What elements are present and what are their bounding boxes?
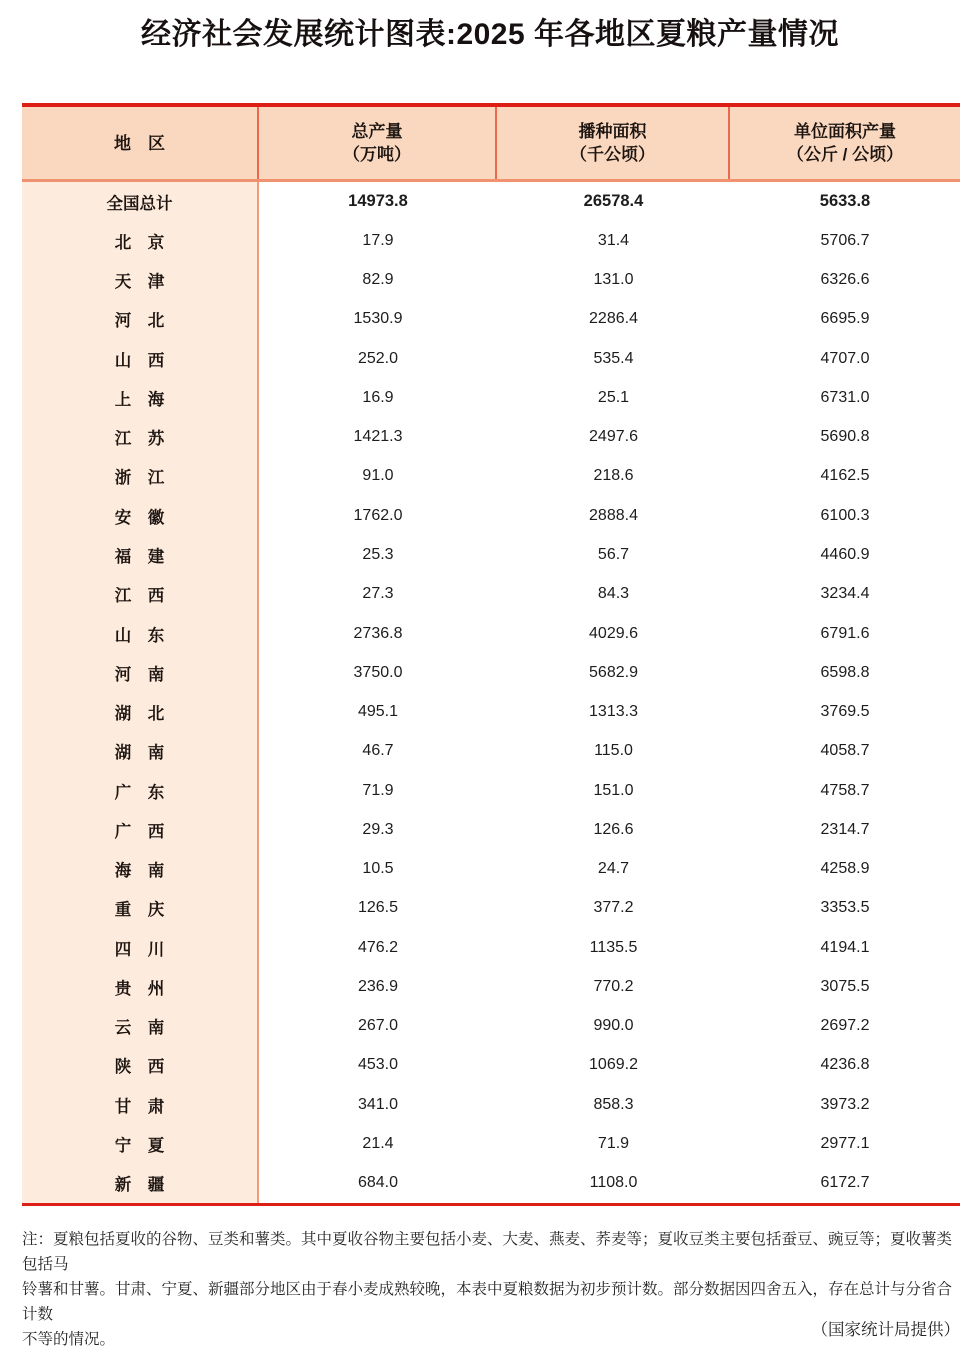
table-row [22,810,960,849]
region-cell: 浙 江 [22,457,259,496]
sown-area-cell: 115.0 [594,742,633,760]
total-output-cell: 17.9 [362,231,394,249]
region-cell: 湖 南 [22,732,259,771]
yield-cell: 6791.6 [820,624,870,642]
sown-area-cell: 84.3 [597,585,630,603]
sown-area-cell: 858.3 [593,1095,634,1113]
total-output-cell: 267.0 [357,1017,399,1035]
column-header-sown-area-label: 播种面积 [578,122,647,141]
sown-area-cell: 1069.2 [589,1056,638,1074]
table-row [22,496,960,535]
sown-area-cell: 1135.5 [589,938,638,956]
region-cell: 广 西 [22,810,259,849]
yield-cell: 2314.7 [820,820,870,838]
total-output-cell: 2736.8 [353,624,403,642]
sown-area-cell: 26578.4 [583,192,644,211]
total-output-cell: 495.1 [357,703,399,721]
total-output-cell: 91.0 [362,467,394,485]
yield-cell: 6326.6 [820,271,870,289]
summer-grain-table [22,103,960,1206]
total-output-cell: 82.9 [362,271,394,289]
sown-area-cell: 535.4 [593,349,634,367]
total-output-cell: 10.5 [362,860,394,878]
region-cell: 北 京 [22,221,259,260]
sown-area-cell: 4029.6 [589,624,638,642]
table-row [22,457,960,496]
column-header-region [22,107,257,179]
table-row [22,221,960,260]
total-output-cell: 21.4 [362,1135,394,1152]
total-output-cell: 14973.8 [348,192,408,211]
yield-cell: 3234.4 [820,585,870,603]
table-header-row [22,107,960,182]
total-output-cell: 684.0 [357,1174,399,1192]
sown-area-cell: 131.0 [593,271,634,289]
column-header-total-output [257,107,495,179]
region-cell: 海 南 [22,850,259,889]
yield-cell: 3075.5 [820,977,870,995]
column-header-total-output-label: 总产量 [351,122,403,141]
total-output-cell: 126.5 [357,899,399,917]
total-output-cell: 236.9 [357,977,399,995]
total-output-cell: 1530.9 [353,310,403,328]
total-output-cell: 71.9 [362,781,394,799]
yield-cell: 3769.5 [820,703,870,721]
table-row [22,1085,960,1124]
total-output-cell: 476.2 [357,938,399,956]
yield-cell: 3973.2 [820,1095,870,1113]
column-header-yield-label: 单位面积产量 [794,122,896,141]
sown-area-cell: 990.0 [593,1017,634,1035]
sown-area-cell: 56.7 [597,546,630,564]
total-output-cell: 453.0 [357,1056,399,1074]
region-cell: 江 苏 [22,418,259,457]
table-row [22,1124,960,1163]
yield-cell: 3353.5 [820,899,870,917]
total-output-cell: 1421.3 [353,428,403,446]
yield-cell: 4258.9 [820,860,870,878]
table-row [22,1046,960,1085]
yield-cell: 2697.2 [820,1017,870,1035]
table-row [22,300,960,339]
table-row [22,889,960,928]
sown-area-cell: 770.2 [593,977,634,995]
total-output-cell: 16.9 [362,388,394,406]
total-output-cell: 25.3 [362,546,394,564]
yield-cell: 6695.9 [820,310,870,328]
yield-cell: 6598.8 [820,663,870,681]
region-cell: 四 川 [22,928,259,967]
total-output-cell: 1762.0 [353,506,403,524]
region-cell: 全国总计 [22,182,259,221]
region-cell: 湖 北 [22,692,259,731]
yield-cell: 4194.1 [820,938,870,956]
footnote-line-3: 不等的情况。 [22,1331,116,1348]
total-output-cell: 46.7 [362,742,394,760]
table-row [22,1007,960,1046]
yield-cell: 4162.5 [820,467,870,485]
column-header-yield [728,107,960,179]
region-cell: 新 疆 [22,1164,259,1203]
table-row [22,692,960,731]
sown-area-cell: 25.1 [597,388,630,406]
table-row [22,1164,960,1203]
yield-cell: 5633.8 [819,192,871,211]
region-cell: 河 北 [22,300,259,339]
table-row [22,261,960,300]
footnote-line-2: 铃薯和甘薯。甘肃、宁夏、新疆部分地区由于春小麦成熟较晚，本表中夏粮数据为初步预计数。部分数据因四舍五入，存在总计与分省合计数 [22,1281,953,1323]
sown-area-cell: 151.0 [593,781,634,799]
yield-cell: 6172.7 [820,1174,870,1192]
region-cell: 安 徽 [22,496,259,535]
page-title: 经济社会发展统计图表:2025 年各地区夏粮产量情况 [140,18,840,51]
yield-cell: 4758.7 [820,781,870,799]
sown-area-cell: 126.6 [593,820,634,838]
source-credit: （国家统计局提供） [811,1321,960,1339]
region-cell: 甘 肃 [22,1085,259,1124]
yield-cell: 4707.0 [820,349,870,367]
table-row [22,535,960,574]
table-row [22,339,960,378]
table-row [22,928,960,967]
column-header-yield-unit: （公斤 / 公顷） [786,145,904,164]
table-row [22,771,960,810]
sown-area-cell: 24.7 [597,860,630,878]
table-row [22,575,960,614]
table-row [22,378,960,417]
yield-cell: 2977.1 [820,1135,870,1152]
region-cell: 陕 西 [22,1046,259,1085]
region-cell: 广 东 [22,771,259,810]
table-row [22,418,960,457]
sown-area-cell: 2888.4 [589,506,638,524]
column-header-sown-area-unit: （千公顷） [570,145,655,164]
yield-cell: 5706.7 [820,231,870,249]
region-cell: 天 津 [22,261,259,300]
region-cell: 江 西 [22,575,259,614]
yield-cell: 5690.8 [820,428,870,446]
region-cell: 福 建 [22,535,259,574]
region-cell: 山 西 [22,339,259,378]
sown-area-cell: 218.6 [593,467,634,485]
yield-cell: 4236.8 [820,1056,870,1074]
total-output-cell: 29.3 [362,820,394,838]
region-cell: 重 庆 [22,889,259,928]
column-header-region-label: 地 区 [114,133,165,153]
region-cell: 宁 夏 [22,1124,259,1163]
column-header-sown-area [495,107,728,179]
sown-area-cell: 5682.9 [589,663,638,681]
yield-cell: 6731.0 [820,388,870,406]
footnote-line-1: 注：夏粮包括夏收的谷物、豆类和薯类。其中夏收谷物主要包括小麦、大麦、燕麦、荞麦等；夏收豆类主要包括蚕豆、豌豆等；夏收薯类包括马 [22,1231,953,1273]
region-cell: 贵 州 [22,967,259,1006]
sown-area-cell: 377.2 [593,899,634,917]
sown-area-cell: 2497.6 [589,428,638,446]
region-cell: 河 南 [22,653,259,692]
region-cell: 山 东 [22,614,259,653]
yield-cell: 4058.7 [820,742,870,760]
table-row [22,614,960,653]
table-row [22,182,960,221]
table-row [22,967,960,1006]
total-output-cell: 341.0 [357,1095,399,1113]
sown-area-cell: 71.9 [597,1135,630,1152]
column-header-total-output-unit: （万吨） [343,145,411,164]
region-cell: 上 海 [22,378,259,417]
yield-cell: 6100.3 [820,506,870,524]
total-output-cell: 27.3 [362,585,394,603]
total-output-cell: 252.0 [357,349,399,367]
sown-area-cell: 31.4 [597,231,630,249]
table-body [22,182,960,1203]
table-row [22,653,960,692]
table-row [22,850,960,889]
table-row [22,732,960,771]
total-output-cell: 3750.0 [353,663,403,681]
sown-area-cell: 1108.0 [589,1174,638,1192]
region-cell: 云 南 [22,1007,259,1046]
sown-area-cell: 2286.4 [589,310,638,328]
sown-area-cell: 1313.3 [589,703,638,721]
yield-cell: 4460.9 [820,546,870,564]
